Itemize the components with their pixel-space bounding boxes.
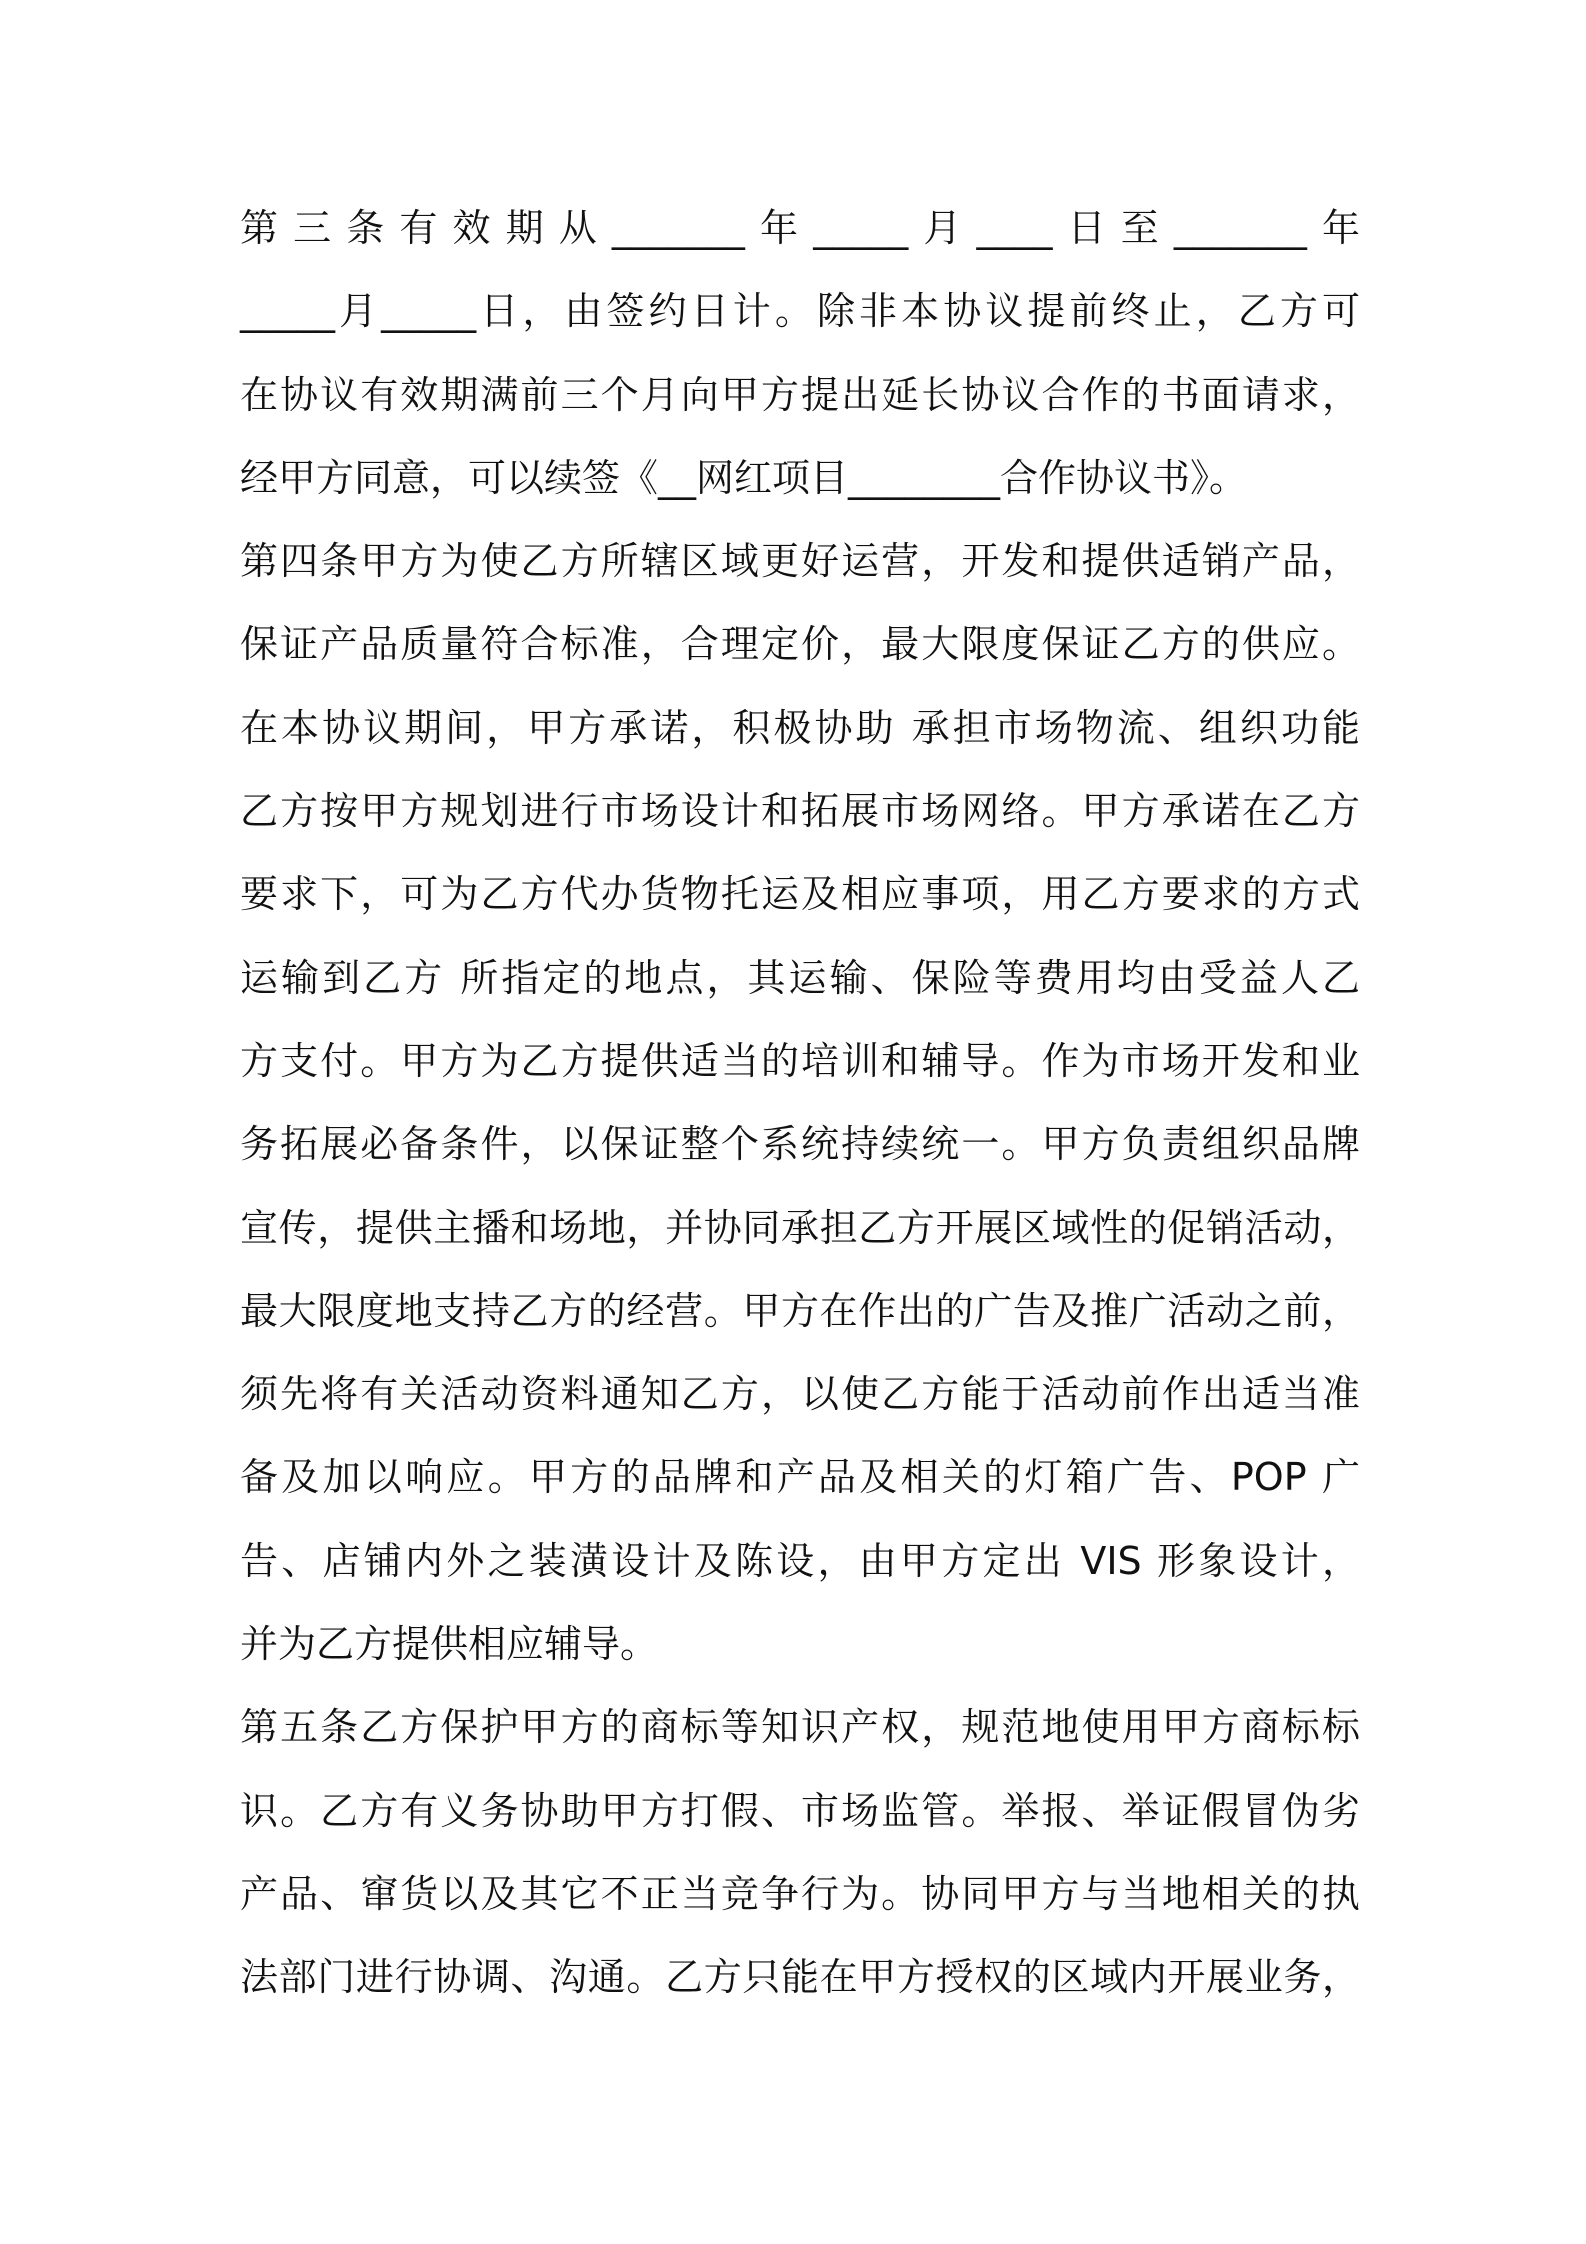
text-line: 要求下，可为乙方代办货物托运及相应事项，用乙方要求的方式 bbox=[240, 872, 1360, 917]
text-line: 在协议有效期满前三个月向甲方提出延长协议合作的书面请求， bbox=[240, 372, 1360, 417]
text-line: 备及加以响应。甲方的品牌和产品及相关的灯箱广告、POP 广 bbox=[240, 1455, 1360, 1500]
text-line: 第五条乙方保护甲方的商标等知识产权，规范地使用甲方商标标 bbox=[240, 1705, 1360, 1750]
text-line: 第四条甲方为使乙方所辖区域更好运营，开发和提供适销产品， bbox=[240, 539, 1360, 584]
text-line: 乙方按甲方规划进行市场设计和拓展市场网络。甲方承诺在乙方 bbox=[240, 789, 1360, 834]
text-line: 在本协议期间，甲方承诺，积极协助 承担市场物流、组织功能 bbox=[240, 705, 1360, 750]
text-line: 法部门进行协调、沟通。乙方只能在甲方授权的区域内开展业务， bbox=[240, 1955, 1360, 2000]
text-line: 告、店铺内外之装潢设计及陈设，由甲方定出 VIS 形象设计， bbox=[240, 1538, 1360, 1583]
text-line: _____月_____日，由签约日计。除非本协议提前终止，乙方可 bbox=[240, 289, 1360, 334]
text-line: 最大限度地支持乙方的经营。甲方在作出的广告及推广活动之前， bbox=[240, 1288, 1360, 1333]
text-line: 保证产品质量符合标准，合理定价，最大限度保证乙方的供应。 bbox=[240, 622, 1360, 667]
text-line: 识。乙方有义务协助甲方打假、市场监管。举报、举证假冒伪劣 bbox=[240, 1788, 1360, 1833]
text-line: 务拓展必备条件，以保证整个系统持续统一。甲方负责组织品牌 bbox=[240, 1122, 1360, 1167]
text-line: 宣传，提供主播和场地，并协同承担乙方开展区域性的促销活动， bbox=[240, 1205, 1360, 1250]
text-line: 产品、窜货以及其它不正当竞争行为。协同甲方与当地相关的执 bbox=[240, 1871, 1360, 1916]
text-line: 运输到乙方 所指定的地点，其运输、保险等费用均由受益人乙 bbox=[240, 955, 1360, 1000]
text-line: 经甲方同意，可以续签《__网红项目________合作协议书》。 bbox=[240, 455, 1248, 500]
text-line: 第三条有效期从_______年_____月____日至_______年 bbox=[240, 206, 1360, 250]
text-line: 须先将有关活动资料通知乙方，以使乙方能于活动前作出适当准 bbox=[240, 1372, 1360, 1417]
text-line: 方支付。甲方为乙方提供适当的培训和辅导。作为市场开发和业 bbox=[240, 1038, 1360, 1083]
text-line: 并为乙方提供相应辅导。 bbox=[240, 1622, 659, 1667]
contract-text bbox=[240, 200, 1360, 2033]
